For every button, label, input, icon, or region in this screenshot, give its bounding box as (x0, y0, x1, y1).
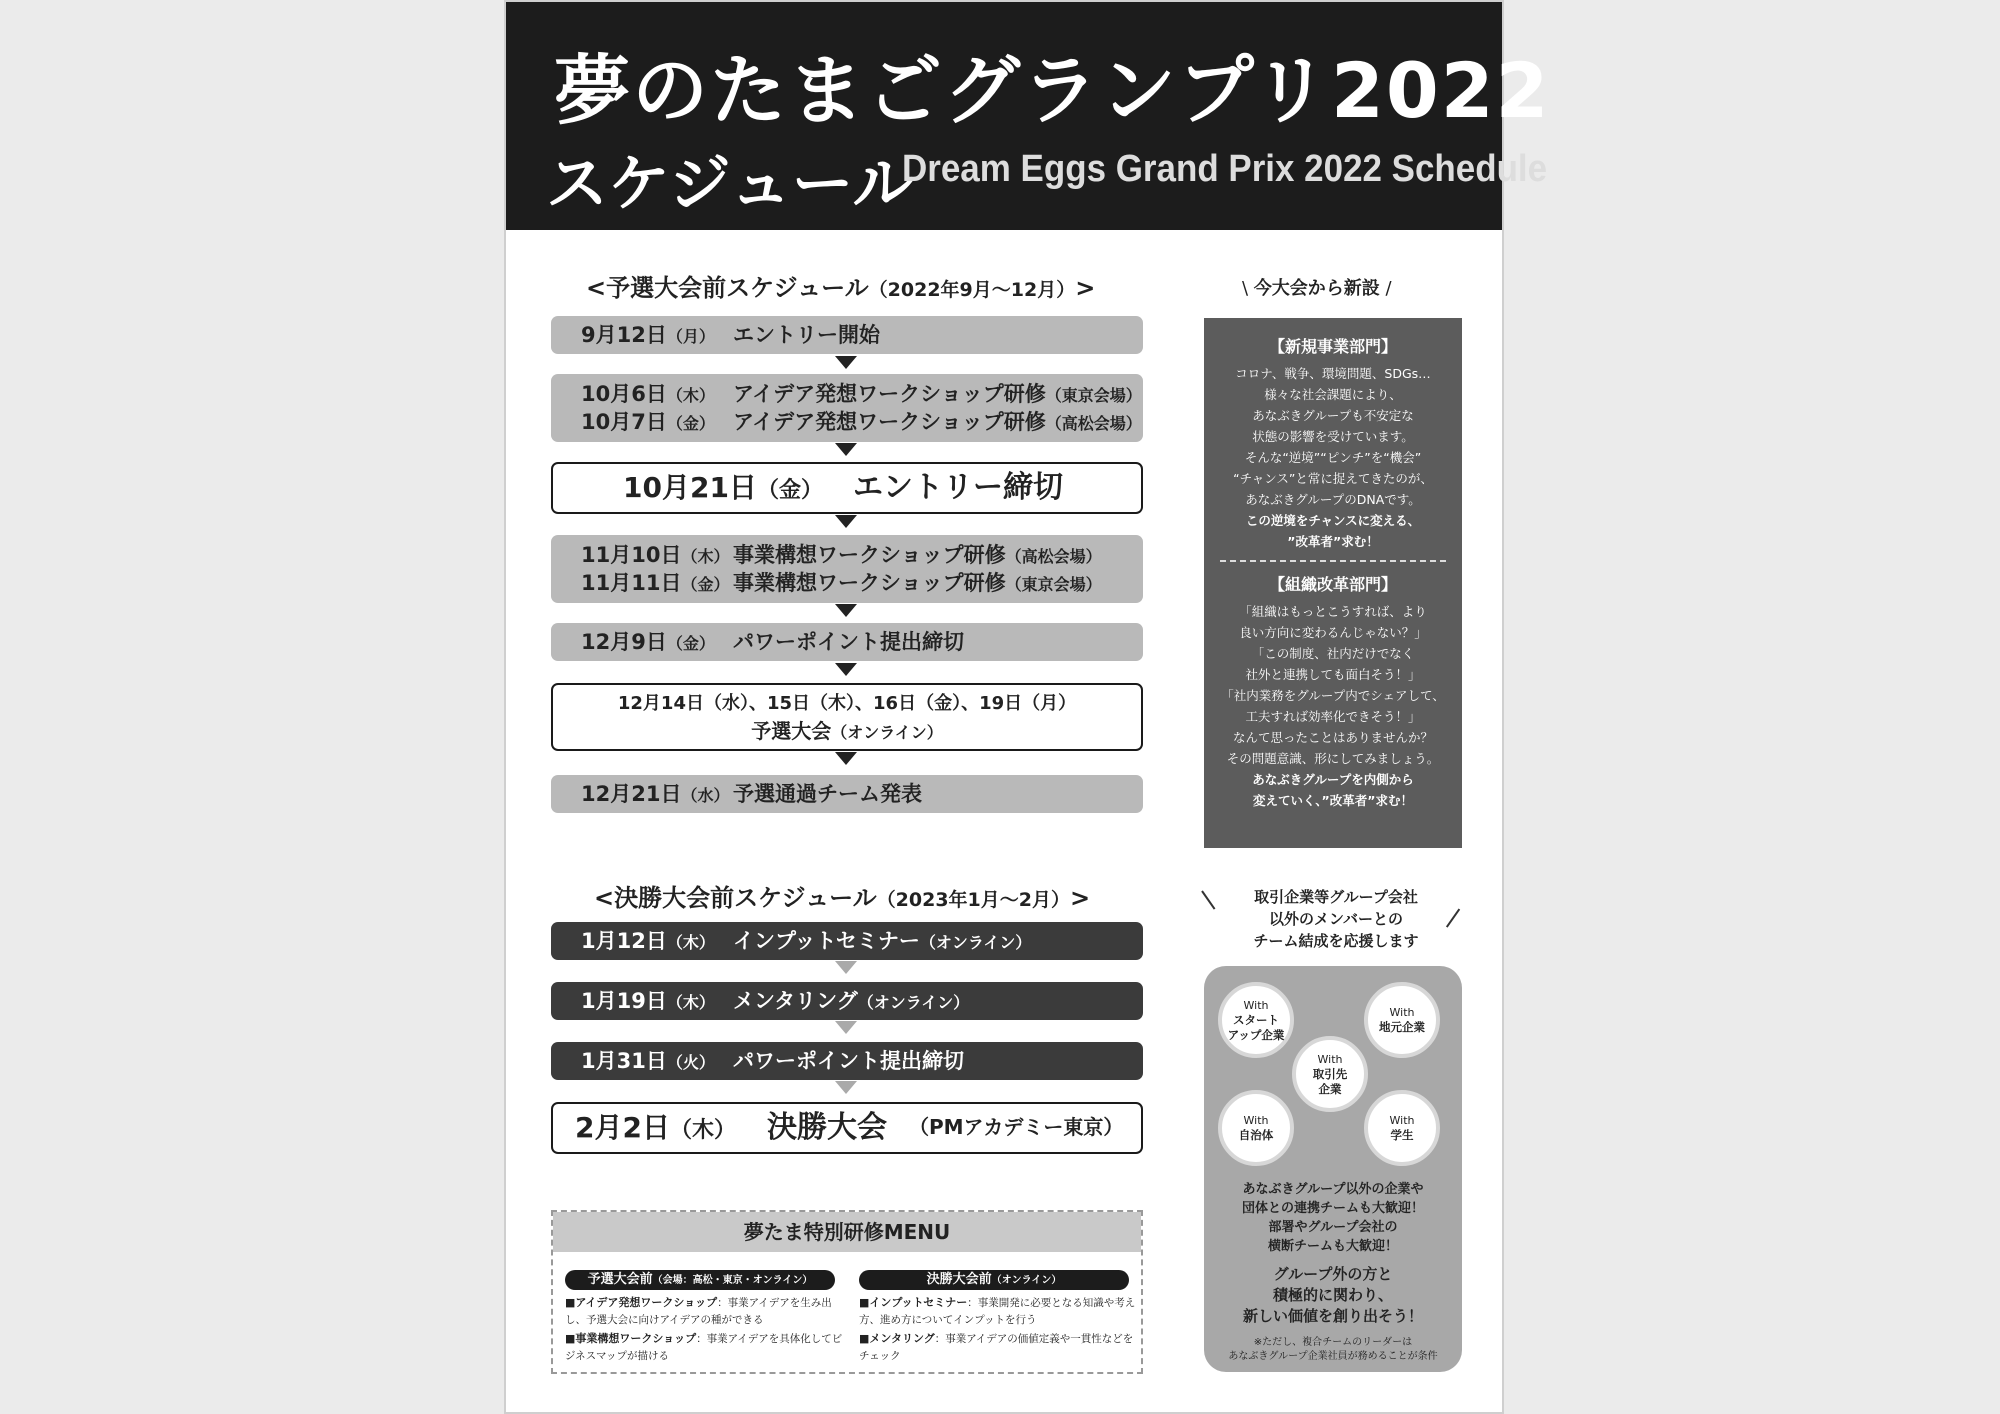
arrow-down-icon (835, 515, 857, 528)
with-business-partner-circle: With 取引先 企業 (1292, 1036, 1368, 1112)
event-date: 2月2日（木） (575, 1111, 736, 1144)
team-text: あなぶきグループ以外の企業や 団体との連携チームも大歓迎！ 部署やグループ会社の 横断チームも大歓迎！ (1241, 1182, 1424, 1254)
page-title-line2: スケジュール (546, 147, 915, 220)
training-menu (551, 1210, 1143, 1374)
header (506, 2, 1551, 230)
event-mentoring: 1月19日（木） メンタリング（オンライン） (551, 982, 1143, 1020)
event-text: エントリー締切 (853, 470, 1063, 505)
prelim-heading-text: <予選大会前スケジュール (586, 274, 869, 302)
event-text: エントリー開始 (733, 323, 880, 347)
event-prelim-results: 12月21日（水） 予選通過チーム発表 (551, 775, 1143, 813)
event-row: 11月11日（金） 事業構想ワークショップ研修（東京会場） (581, 571, 1102, 595)
menu-item: ■インプットセミナー：事業開発に必要となる知識や考え方、進め方についてインプットを行う (859, 1296, 1136, 1326)
new-section-tag: \ 今大会から新設 / (1242, 278, 1392, 299)
prelim-heading (586, 268, 1095, 303)
prelim-heading-period: （2022年9月～12月） (868, 279, 1076, 301)
english-subtitle: Dream Eggs Grand Prix 2022 Schedule (902, 148, 1548, 190)
arrow-down-icon (835, 443, 857, 456)
dept1-title: 【新規事業部門】 (1268, 337, 1397, 356)
with-startup-circle: With スタート アップ企業 (1218, 982, 1294, 1058)
event-idea-workshop (551, 374, 1143, 442)
final-pill: 決勝大会前（オンライン） (859, 1270, 1129, 1290)
event-entry-start (551, 316, 1143, 354)
event-date: 10月21日（金） (623, 471, 823, 504)
event-row: 11月10日（木） 事業構想ワークショップ研修（高松会場） (581, 543, 1102, 567)
arrow-down-icon (835, 752, 857, 765)
prelim-heading-close: > (1075, 274, 1096, 302)
final-heading-period: （2023年1月～2月） (876, 889, 1070, 911)
final-heading (594, 878, 1090, 913)
dept2-title: 【組織改革部門】 (1268, 575, 1397, 594)
tag-slash-right (1446, 908, 1460, 927)
schedule-sheet (504, 0, 1551, 1414)
event-date: 9月12日（月） (581, 323, 715, 347)
event-final-ppt-deadline: 1月31日（火） パワーポイント提出締切 (551, 1042, 1143, 1080)
team-panel (1204, 966, 1462, 1372)
divider (1220, 560, 1446, 562)
event-row: 10月7日（金） アイデア発想ワークショップ研修（高松会場） (581, 410, 1142, 434)
arrow-down-icon (835, 604, 857, 617)
event-ppt-deadline: 12月9日（金） パワーポイント提出締切 (551, 623, 1143, 661)
prelim-pill: 予選大会前（会場：高松・東京・オンライン） (565, 1270, 835, 1290)
event-prelim-contest (551, 683, 1143, 751)
arrow-down-icon (835, 961, 857, 974)
with-student-circle: With 学生 (1364, 1090, 1440, 1166)
event-business-workshop (551, 535, 1143, 603)
event-date: 12月14日（水）、15日（木）、16日（金）、19日（月） (617, 693, 1077, 714)
team-section-tag: 取引企業等グループ会社 以外のメンバーとの チーム結成を応援します (1253, 888, 1419, 950)
team-note: ※ただし、複合チームのリーダーは あなぶきグループ企業社員が務めることが条件 (1228, 1337, 1438, 1362)
arrow-down-icon (835, 1081, 857, 1094)
menu-item: ■事業構想ワークショップ：事業アイデアを具体化してビジネスマップが描ける (565, 1332, 843, 1362)
tag-slash-left (1201, 890, 1215, 909)
event-entry-deadline (551, 462, 1143, 514)
page-title: 夢のたまごグランプリ2022 (554, 46, 1551, 135)
event-final-contest (551, 1102, 1143, 1154)
team-slogan: グループ外の方と 積極的に関わり、 新しい価値を創り出そう！ (1242, 1265, 1423, 1325)
menu-item: ■アイデア発想ワークショップ：事業アイデアを生み出し、予選大会に向けアイデアの種ができる (565, 1296, 832, 1326)
menu-item: ■メンタリング：事業アイデアの価値定義や一貫性などをチェック (859, 1332, 1134, 1362)
arrow-down-icon (835, 663, 857, 676)
arrow-down-icon (835, 356, 857, 369)
arrow-down-icon (835, 1021, 857, 1034)
event-input-seminar: 1月12日（木） インプットセミナー（オンライン） (551, 922, 1143, 960)
event-text: 予選大会（オンライン） (751, 719, 943, 743)
event-row: 10月6日（木） アイデア発想ワークショップ研修（東京会場） (581, 382, 1142, 406)
final-heading-close: > (1070, 884, 1091, 912)
event-text: 決勝大会 (767, 1110, 887, 1145)
event-note: （PMアカデミー東京） (909, 1115, 1124, 1139)
new-departments-panel: 【新規事業部門】 コロナ、戦争、環境問題、SDGs… 様々な社会課題により、 あなぶきグループも不安定な 状態の影響を受けています。 そんな“逆境”“ピンチ”を“機会” “チャンス”と常に捉えてきたのが、 あなぶきグループのDNAです。 この逆境をチャンスに変える、 ”改革者”求む！ 【組織改革部門】 「組織はもっとこうすれば、より 良い方向に変わるんじゃない？」 「この制度、社内だけでなく 社外と連携しても面白そう！」 「社内業務をグループ内でシェアして、 工夫すれば効率化できそう！」 なんて思ったことはありませんか？ その問題意識、形にしてみましょう。 あなぶきグループを内側から 変えていく、”改革者”求む！ (1204, 318, 1462, 848)
final-heading-text: <決勝大会前スケジュール (594, 884, 877, 912)
with-local-company-circle: With 地元企業 (1364, 982, 1440, 1058)
training-menu-title: 夢たま特別研修MENU (553, 1212, 1141, 1252)
with-municipality-circle: With 自治体 (1218, 1090, 1294, 1166)
